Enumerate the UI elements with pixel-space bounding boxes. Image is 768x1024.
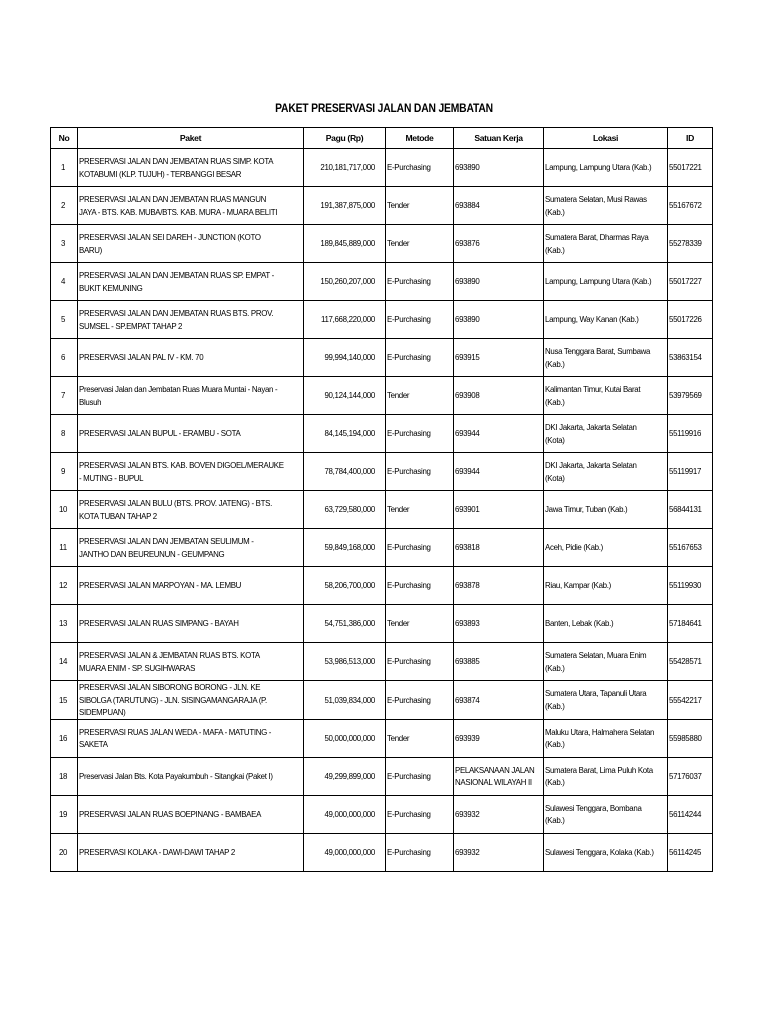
cell-no [51, 605, 78, 643]
cell-satuan-kerja-text: 693932 [455, 808, 480, 819]
cell-pagu [304, 339, 386, 377]
page-title: PAKET PRESERVASI JALAN DAN JEMBATAN [275, 101, 493, 115]
cell-lokasi [544, 757, 668, 795]
cell-lokasi-text: Kalimantan Timur, Kutai Barat (Kab.) [545, 384, 641, 407]
cell-metode [386, 187, 454, 225]
cell-no [51, 491, 78, 529]
cell-satuan-kerja-text: 693884 [455, 200, 480, 211]
cell-paket [78, 187, 304, 225]
cell-no-text: 7 [60, 390, 66, 401]
table-row [51, 719, 713, 757]
cell-satuan-kerja-text: 693885 [455, 656, 480, 667]
cell-lokasi [544, 453, 668, 491]
cell-pagu-text: 58,206,700,000 [324, 580, 375, 591]
cell-no [51, 643, 78, 681]
header-lokasi: Lokasi [544, 128, 668, 149]
cell-lokasi-text: Jawa Timur, Tuban (Kab.) [545, 504, 628, 515]
cell-no [51, 757, 78, 795]
cell-id [668, 187, 713, 225]
cell-metode [386, 529, 454, 567]
cell-metode-text: Tender [387, 618, 410, 629]
cell-metode [386, 225, 454, 263]
cell-pagu-text: 189,845,889,000 [320, 238, 375, 249]
cell-metode-text: Tender [387, 390, 410, 401]
cell-metode [386, 719, 454, 757]
cell-paket-text: PRESERVASI JALAN BULU (BTS. PROV. JATENG) - BTS. KOTA TUBAN TAHAP 2 [79, 498, 272, 521]
cell-no-text: 12 [58, 580, 68, 591]
cell-id [668, 415, 713, 453]
table-row [51, 377, 713, 415]
cell-id-text: 56114244 [669, 808, 702, 819]
cell-id-text: 55017221 [669, 162, 702, 173]
cell-satuan-kerja-text: 693939 [455, 732, 480, 743]
cell-satuan-kerja [454, 833, 544, 871]
cell-lokasi-text: Lampung, Lampung Utara (Kab.) [545, 162, 652, 173]
cell-metode [386, 681, 454, 720]
cell-pagu-text: 78,784,400,000 [324, 466, 375, 477]
cell-id-text: 55167653 [669, 542, 702, 553]
header-metode: Metode [386, 128, 454, 149]
cell-id [668, 339, 713, 377]
cell-metode [386, 453, 454, 491]
cell-paket [78, 301, 304, 339]
cell-satuan-kerja-text: 693890 [455, 276, 480, 287]
cell-pagu-text: 54,751,386,000 [324, 618, 375, 629]
cell-paket-text: PRESERVASI JALAN RUAS SIMPANG - BAYAH [79, 618, 239, 629]
cell-paket-text: PRESERVASI JALAN & JEMBATAN RUAS BTS. KOTA MUARA ENIM - SP. SUGIHWARAS [79, 650, 260, 673]
cell-lokasi [544, 225, 668, 263]
cell-id-text: 56844131 [669, 504, 702, 515]
table-row [51, 681, 713, 720]
cell-no-text: 10 [58, 504, 68, 515]
cell-metode-text: Tender [387, 732, 410, 743]
table-row [51, 643, 713, 681]
cell-pagu [304, 187, 386, 225]
cell-satuan-kerja-text: 693893 [455, 618, 480, 629]
header-id: ID [668, 128, 713, 149]
cell-metode [386, 643, 454, 681]
cell-pagu [304, 149, 386, 187]
cell-pagu-text: 49,000,000,000 [324, 846, 375, 857]
cell-metode-text: E-Purchasing [387, 846, 431, 857]
table-row [51, 453, 713, 491]
cell-paket-text: PRESERVASI JALAN SEI DAREH - JUNCTION (KOTO BARU) [79, 232, 261, 255]
cell-pagu-text: 51,039,834,000 [324, 694, 375, 705]
cell-lokasi [544, 263, 668, 301]
cell-lokasi-text: Sulawesi Tenggara, Bombana (Kab.) [545, 802, 642, 825]
cell-paket-text: PRESERVASI RUAS JALAN WEDA - MAFA - MATUTING - SAKETA [79, 726, 272, 749]
cell-satuan-kerja-text: 693890 [455, 162, 480, 173]
cell-satuan-kerja [454, 719, 544, 757]
cell-no [51, 301, 78, 339]
cell-paket-text: PRESERVASI JALAN DAN JEMBATAN RUAS SP. EMPAT - BUKIT KEMUNING [79, 270, 274, 293]
cell-no [51, 719, 78, 757]
cell-lokasi [544, 719, 668, 757]
cell-satuan-kerja-text: PELAKSANAAN JALAN NASIONAL WILAYAH II [455, 764, 535, 787]
cell-satuan-kerja-text: 693944 [455, 466, 480, 477]
cell-pagu-text: 50,000,000,000 [324, 732, 375, 743]
cell-id [668, 833, 713, 871]
cell-pagu [304, 263, 386, 301]
cell-pagu [304, 833, 386, 871]
table-row [51, 605, 713, 643]
cell-metode [386, 415, 454, 453]
cell-satuan-kerja-text: 693878 [455, 580, 480, 591]
cell-metode [386, 149, 454, 187]
cell-pagu-text: 191,387,875,000 [320, 200, 375, 211]
cell-pagu-text: 117,668,220,000 [320, 314, 375, 325]
cell-lokasi [544, 339, 668, 377]
table-row [51, 491, 713, 529]
cell-pagu-text: 53,986,513,000 [324, 656, 375, 667]
cell-satuan-kerja [454, 643, 544, 681]
cell-id [668, 301, 713, 339]
cell-metode-text: E-Purchasing [387, 162, 431, 173]
cell-id [668, 719, 713, 757]
cell-pagu-text: 49,299,899,000 [324, 770, 375, 781]
cell-no-text: 3 [60, 238, 66, 249]
cell-pagu [304, 681, 386, 720]
cell-no [51, 377, 78, 415]
cell-paket-text: PRESERVASI JALAN DAN JEMBATAN RUAS BTS. PROV. SUMSEL - SP.EMPAT TAHAP 2 [79, 308, 274, 331]
cell-metode [386, 757, 454, 795]
cell-lokasi-text: Maluku Utara, Halmahera Selatan (Kab.) [545, 726, 655, 749]
cell-pagu-text: 150,260,207,000 [320, 276, 375, 287]
cell-satuan-kerja-text: 693944 [455, 428, 480, 439]
cell-id [668, 643, 713, 681]
cell-id-text: 55167672 [669, 200, 702, 211]
cell-no-text: 13 [58, 618, 68, 629]
table-row [51, 301, 713, 339]
cell-pagu [304, 529, 386, 567]
cell-pagu-text: 49,000,000,000 [324, 808, 375, 819]
cell-no [51, 567, 78, 605]
cell-id-text: 57176037 [669, 770, 702, 781]
cell-no-text: 19 [58, 808, 68, 819]
cell-no [51, 681, 78, 720]
cell-paket [78, 529, 304, 567]
cell-no-text: 9 [60, 466, 66, 477]
cell-satuan-kerja-text: 693874 [455, 694, 480, 705]
table-row [51, 225, 713, 263]
cell-no-text: 6 [60, 352, 66, 363]
cell-paket [78, 719, 304, 757]
table-row [51, 795, 713, 833]
cell-lokasi-text: Nusa Tenggara Barat, Sumbawa (Kab.) [545, 346, 651, 369]
cell-lokasi [544, 605, 668, 643]
cell-pagu [304, 225, 386, 263]
cell-metode [386, 795, 454, 833]
cell-paket [78, 795, 304, 833]
cell-id [668, 681, 713, 720]
cell-satuan-kerja [454, 415, 544, 453]
cell-lokasi-text: Aceh, Pidie (Kab.) [545, 542, 603, 553]
cell-paket [78, 415, 304, 453]
cell-paket-text: PRESERVASI JALAN MARPOYAN - MA. LEMBU [79, 580, 242, 591]
cell-metode-text: E-Purchasing [387, 314, 431, 325]
cell-metode [386, 339, 454, 377]
cell-satuan-kerja [454, 339, 544, 377]
cell-id [668, 491, 713, 529]
cell-id [668, 529, 713, 567]
cell-id-text: 53863154 [669, 352, 702, 363]
header-satuan-kerja: Satuan Kerja [454, 128, 544, 149]
cell-metode [386, 567, 454, 605]
cell-id [668, 795, 713, 833]
cell-metode-text: E-Purchasing [387, 770, 431, 781]
cell-satuan-kerja [454, 795, 544, 833]
cell-metode-text: E-Purchasing [387, 276, 431, 287]
cell-lokasi-text: Lampung, Lampung Utara (Kab.) [545, 276, 652, 287]
header-no: No [51, 128, 78, 149]
cell-no [51, 415, 78, 453]
table-row [51, 833, 713, 871]
cell-no [51, 187, 78, 225]
cell-paket-text: PRESERVASI JALAN SIBORONG BORONG - JLN. KE SIBOLGA (TARUTUNG) - JLN. SISINGAMANGARAJA (P. SIDEMPUAN) [79, 682, 267, 717]
cell-paket [78, 833, 304, 871]
cell-satuan-kerja [454, 491, 544, 529]
cell-satuan-kerja [454, 567, 544, 605]
cell-lokasi-text: Riau, Kampar (Kab.) [545, 580, 611, 591]
cell-paket-text: PRESERVASI JALAN DAN JEMBATAN SEULIMUM - JANTHO DAN BEUREUNUN - GEUMPANG [79, 536, 254, 559]
cell-metode [386, 833, 454, 871]
cell-lokasi-text: Banten, Lebak (Kab.) [545, 618, 614, 629]
cell-lokasi-text: Lampung, Way Kanan (Kab.) [545, 314, 639, 325]
cell-lokasi-text: Sulawesi Tenggara, Kolaka (Kab.) [545, 846, 654, 857]
cell-paket [78, 263, 304, 301]
cell-no [51, 225, 78, 263]
cell-paket [78, 225, 304, 263]
cell-metode-text: E-Purchasing [387, 542, 431, 553]
cell-paket-text: PRESERVASI KOLAKA - DAWI-DAWI TAHAP 2 [79, 846, 235, 857]
cell-satuan-kerja-text: 693915 [455, 352, 480, 363]
cell-id [668, 225, 713, 263]
paket-table [50, 127, 713, 872]
cell-metode [386, 605, 454, 643]
cell-id-text: 55542217 [669, 694, 702, 705]
cell-satuan-kerja [454, 187, 544, 225]
cell-paket-text: PRESERVASI JALAN RUAS BOEPINANG - BAMBAEA [79, 808, 262, 819]
table-body [51, 149, 713, 872]
cell-paket [78, 681, 304, 720]
cell-pagu [304, 301, 386, 339]
cell-paket [78, 605, 304, 643]
cell-satuan-kerja-text: 693890 [455, 314, 480, 325]
cell-id-text: 56114245 [669, 846, 702, 857]
cell-pagu-text: 90,124,144,000 [324, 390, 375, 401]
cell-pagu [304, 491, 386, 529]
cell-no-text: 2 [60, 200, 66, 211]
cell-paket-text: Preservasi Jalan dan Jembatan Ruas Muara Muntai - Nayan - Blusuh [79, 384, 278, 407]
cell-satuan-kerja [454, 377, 544, 415]
cell-pagu [304, 567, 386, 605]
cell-id-text: 53979569 [669, 390, 702, 401]
cell-satuan-kerja-text: 693901 [455, 504, 480, 515]
cell-id [668, 605, 713, 643]
cell-satuan-kerja [454, 757, 544, 795]
cell-id [668, 377, 713, 415]
cell-lokasi [544, 187, 668, 225]
cell-paket [78, 453, 304, 491]
cell-lokasi [544, 681, 668, 720]
cell-pagu [304, 377, 386, 415]
cell-no [51, 149, 78, 187]
cell-satuan-kerja-text: 693818 [455, 542, 480, 553]
cell-no [51, 833, 78, 871]
cell-paket [78, 643, 304, 681]
cell-id-text: 55119917 [669, 466, 702, 477]
cell-pagu-text: 63,729,580,000 [324, 504, 375, 515]
cell-metode-text: Tender [387, 200, 410, 211]
cell-id [668, 263, 713, 301]
cell-satuan-kerja [454, 149, 544, 187]
cell-id-text: 55428571 [669, 656, 702, 667]
cell-lokasi-text: DKI Jakarta, Jakarta Selatan (Kota) [545, 460, 637, 483]
cell-no-text: 15 [58, 694, 68, 705]
cell-no-text: 18 [58, 770, 68, 781]
cell-pagu [304, 719, 386, 757]
cell-metode [386, 301, 454, 339]
cell-lokasi-text: Sumatera Selatan, Musi Rawas (Kab.) [545, 194, 647, 217]
cell-no-text: 20 [58, 846, 68, 857]
cell-pagu-text: 99,994,140,000 [324, 352, 375, 363]
table-row [51, 529, 713, 567]
table-row [51, 415, 713, 453]
cell-id-text: 55119916 [669, 428, 702, 439]
cell-paket-text: PRESERVASI JALAN DAN JEMBATAN RUAS SIMP. KOTA KOTABUMI (KLP. TUJUH) - TERBANGGI BESAR [79, 156, 273, 179]
cell-satuan-kerja-text: 693932 [455, 846, 480, 857]
header-paket: Paket [78, 128, 304, 149]
cell-pagu [304, 415, 386, 453]
cell-pagu [304, 643, 386, 681]
cell-paket-text: Preservasi Jalan Bts. Kota Payakumbuh - Sitangkai (Paket I) [79, 770, 273, 781]
cell-paket [78, 339, 304, 377]
cell-satuan-kerja [454, 263, 544, 301]
cell-no-text: 16 [58, 732, 68, 743]
cell-id-text: 55278339 [669, 238, 702, 249]
table-header-row [51, 128, 713, 149]
cell-paket [78, 491, 304, 529]
cell-metode-text: E-Purchasing [387, 694, 431, 705]
cell-paket-text: PRESERVASI JALAN BTS. KAB. BOVEN DIGOEL/MERAUKE - MUTING - BUPUL [79, 460, 284, 483]
cell-no-text: 8 [60, 428, 66, 439]
cell-no-text: 5 [60, 314, 66, 325]
cell-lokasi [544, 149, 668, 187]
cell-lokasi-text: Sumatera Barat, Lima Puluh Kota (Kab.) [545, 764, 653, 787]
cell-id-text: 57184641 [669, 618, 702, 629]
cell-paket [78, 377, 304, 415]
cell-no-text: 1 [60, 162, 66, 173]
table-row [51, 263, 713, 301]
cell-no [51, 529, 78, 567]
cell-id-text: 55985880 [669, 732, 702, 743]
cell-paket-text: PRESERVASI JALAN DAN JEMBATAN RUAS MANGUN JAYA - BTS. KAB. MUBA/BTS. KAB. MURA - MUARA BELITI [79, 194, 278, 217]
cell-id [668, 149, 713, 187]
cell-id [668, 567, 713, 605]
cell-metode-text: E-Purchasing [387, 808, 431, 819]
cell-metode-text: Tender [387, 238, 410, 249]
cell-paket-text: PRESERVASI JALAN BUPUL - ERAMBU - SOTA [79, 428, 241, 439]
header-pagu: Pagu (Rp) [304, 128, 386, 149]
cell-pagu [304, 795, 386, 833]
cell-lokasi [544, 529, 668, 567]
cell-satuan-kerja-text: 693908 [455, 390, 480, 401]
cell-id [668, 757, 713, 795]
table-row [51, 567, 713, 605]
cell-pagu-text: 210,181,717,000 [320, 162, 375, 173]
cell-metode-text: Tender [387, 504, 410, 515]
cell-lokasi [544, 795, 668, 833]
cell-metode-text: E-Purchasing [387, 352, 431, 363]
cell-satuan-kerja [454, 605, 544, 643]
cell-no [51, 795, 78, 833]
cell-paket [78, 567, 304, 605]
cell-no-text: 14 [58, 656, 68, 667]
cell-satuan-kerja [454, 453, 544, 491]
table-row [51, 339, 713, 377]
cell-satuan-kerja-text: 693876 [455, 238, 480, 249]
cell-pagu [304, 453, 386, 491]
cell-lokasi-text: Sumatera Selatan, Muara Enim (Kab.) [545, 650, 647, 673]
cell-lokasi [544, 377, 668, 415]
cell-satuan-kerja [454, 301, 544, 339]
cell-id-text: 55119930 [669, 580, 702, 591]
cell-paket [78, 149, 304, 187]
cell-metode [386, 491, 454, 529]
cell-satuan-kerja [454, 529, 544, 567]
cell-pagu [304, 605, 386, 643]
cell-paket [78, 757, 304, 795]
cell-lokasi [544, 491, 668, 529]
cell-no [51, 339, 78, 377]
cell-satuan-kerja [454, 225, 544, 263]
cell-lokasi [544, 415, 668, 453]
cell-metode-text: E-Purchasing [387, 580, 431, 591]
cell-metode-text: E-Purchasing [387, 466, 431, 477]
cell-metode-text: E-Purchasing [387, 656, 431, 667]
cell-satuan-kerja [454, 681, 544, 720]
cell-id [668, 453, 713, 491]
cell-pagu [304, 757, 386, 795]
cell-metode [386, 377, 454, 415]
cell-no [51, 453, 78, 491]
table-row [51, 149, 713, 187]
cell-pagu-text: 84,145,194,000 [324, 428, 375, 439]
cell-lokasi-text: Sumatera Utara, Tapanuli Utara (Kab.) [545, 688, 647, 711]
cell-metode [386, 263, 454, 301]
cell-id-text: 55017226 [669, 314, 702, 325]
cell-pagu-text: 59,849,168,000 [324, 542, 375, 553]
cell-lokasi-text: Sumatera Barat, Dharmas Raya (Kab.) [545, 232, 649, 255]
cell-lokasi-text: DKI Jakarta, Jakarta Selatan (Kota) [545, 422, 637, 445]
table-row [51, 187, 713, 225]
cell-id-text: 55017227 [669, 276, 702, 287]
cell-lokasi [544, 301, 668, 339]
cell-no-text: 4 [60, 276, 66, 287]
cell-no [51, 263, 78, 301]
table-row [51, 757, 713, 795]
cell-no-text: 11 [59, 542, 67, 553]
cell-lokasi [544, 567, 668, 605]
cell-paket-text: PRESERVASI JALAN PAL IV - KM. 70 [79, 352, 204, 363]
cell-metode-text: E-Purchasing [387, 428, 431, 439]
cell-lokasi [544, 643, 668, 681]
cell-lokasi [544, 833, 668, 871]
